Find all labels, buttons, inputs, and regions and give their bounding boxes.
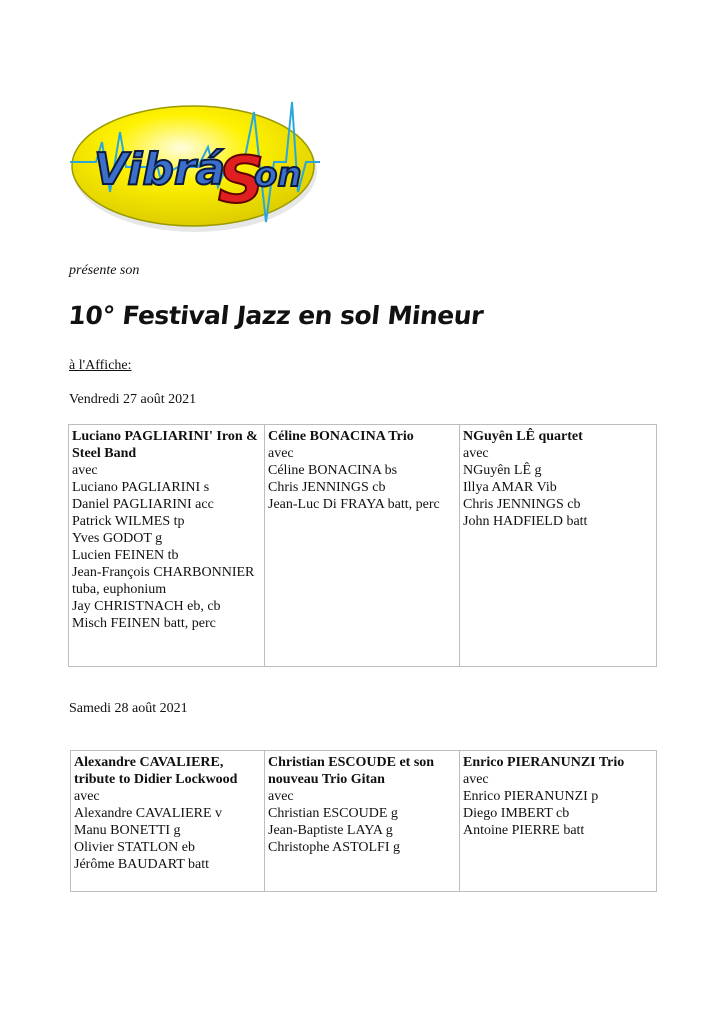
member: Céline BONACINA bs [268,463,398,478]
group-cell [265,425,460,667]
group-cell [460,751,657,892]
svg-text:S: S [218,144,265,218]
svg-text:Vibrá: Vibrá [94,144,226,195]
festival-title: 10° Festival Jazz en sol Mineur [67,301,485,330]
member: Chris JENNINGS cb [268,480,386,495]
group-cell [69,425,265,667]
day-date: Vendredi 27 août 2021 [69,392,197,407]
avec-label: avec [74,789,100,804]
member: Daniel PAGLIARINI acc [72,497,214,512]
avec-label: avec [463,772,489,787]
group-cell [265,751,460,892]
member: Patrick WILMES tp [72,514,185,529]
avec-label: avec [463,446,489,461]
member: Alexandre CAVALIERE v [74,806,223,821]
member: NGuyên LÊ g [463,463,542,478]
avec-label: avec [268,789,294,804]
group-name: Christian ESCOUDE et son nouveau Trio Gitan [268,755,435,787]
svg-text:on: on [254,155,302,195]
member: Lucien FEINEN tb [72,548,179,563]
member: Christian ESCOUDE g [268,806,398,821]
member: Manu BONETTI g [74,823,181,838]
group-name: Enrico PIERANUNZI Trio [463,755,625,770]
avec-label: avec [268,446,294,461]
group-name: Luciano PAGLIARINI' Iron & Steel Band [72,429,258,461]
group-name: Céline BONACINA Trio [268,429,414,444]
affiche-heading: à l'Affiche: [69,358,132,373]
lineup-table-day-2 [70,750,657,892]
member: Misch FEINEN batt, perc [72,616,216,631]
intro-text: présente son [69,263,140,278]
member: Yves GODOT g [72,531,163,546]
member: Luciano PAGLIARINI s [72,480,210,495]
member: Enrico PIERANUNZI p [463,789,599,804]
member: Christophe ASTOLFI g [268,840,400,855]
member: Olivier STATLON eb [74,840,195,855]
vibrason-logo [68,92,322,242]
member: Jay CHRISTNACH eb, cb [72,599,221,614]
day-date: Samedi 28 août 2021 [69,701,188,716]
member: Jean-Luc Di FRAYA batt, perc [268,497,440,512]
avec-label: avec [72,463,98,478]
member: Jérôme BAUDART batt [74,857,209,872]
member: Jean-François CHARBONNIER tuba, euphonium [72,565,255,597]
member: Diego IMBERT cb [463,806,570,821]
group-name: Alexandre CAVALIERE, tribute to Didier Lockwood [74,755,238,787]
group-name: NGuyên LÊ quartet [463,429,583,444]
member: Illya AMAR Vib [463,480,557,495]
member: Antoine PIERRE batt [463,823,585,838]
lineup-table-day-1 [68,424,657,667]
member: John HADFIELD batt [463,514,588,529]
member: Jean-Baptiste LAYA g [268,823,393,838]
group-cell [460,425,657,667]
member: Chris JENNINGS cb [463,497,581,512]
group-cell [71,751,265,892]
